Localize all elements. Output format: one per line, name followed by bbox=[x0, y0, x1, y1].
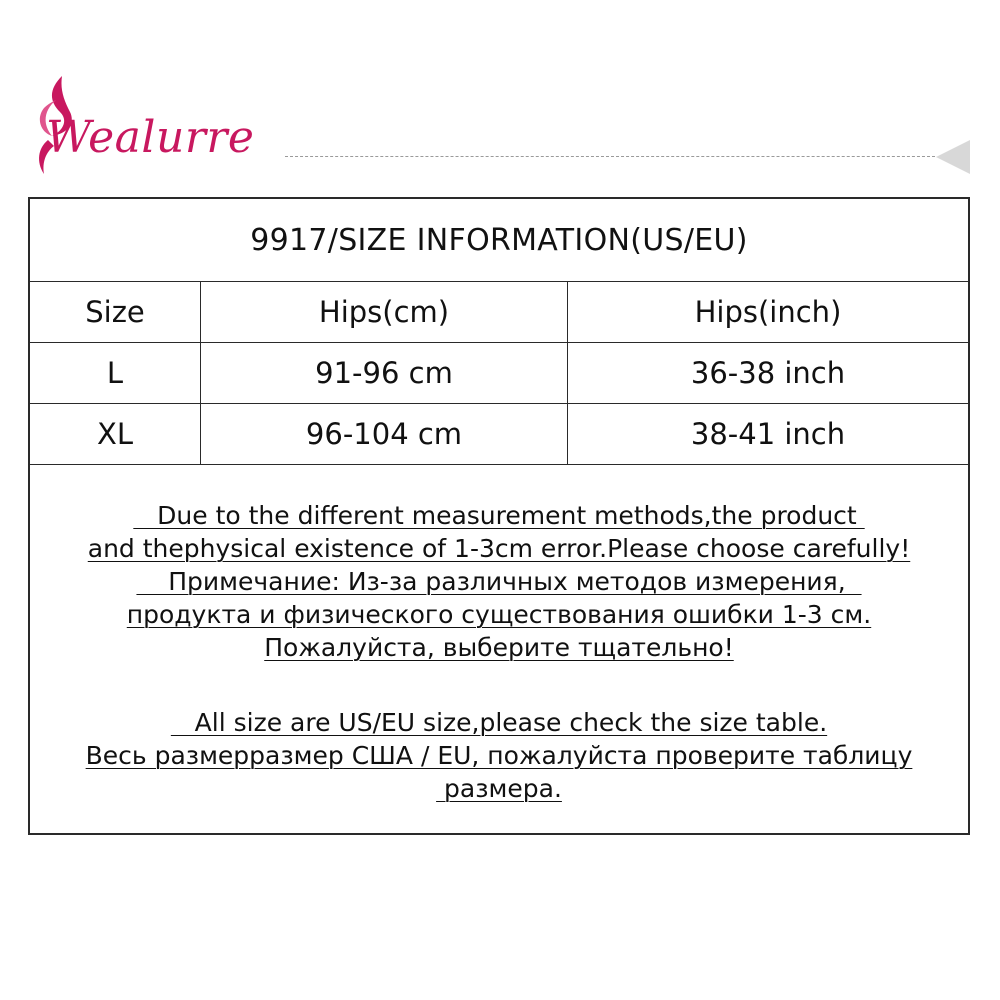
table-row bbox=[30, 404, 968, 465]
size-chart-title: 9917/SIZE INFORMATION(US/EU) bbox=[30, 199, 968, 282]
size-chart-frame bbox=[28, 197, 970, 835]
cell-size: XL bbox=[30, 404, 201, 465]
table-row bbox=[30, 343, 968, 404]
cell-hips-cm: 91-96 cm bbox=[201, 343, 568, 404]
header-size: Size bbox=[30, 282, 201, 343]
cell-hips-inch: 36-38 inch bbox=[568, 343, 969, 404]
cell-hips-cm: 96-104 cm bbox=[201, 404, 568, 465]
cell-hips-inch: 38-41 inch bbox=[568, 404, 969, 465]
cell-size: L bbox=[30, 343, 201, 404]
triangle-arrow-icon bbox=[934, 140, 970, 174]
note-line: размера. bbox=[436, 774, 562, 803]
note-line: Примечание: Из-за различных методов измерения, bbox=[136, 567, 862, 596]
header-hips-cm: Hips(cm) bbox=[201, 282, 568, 343]
note-line: продукта и физического существования ошибки 1-3 см. bbox=[126, 600, 872, 629]
size-table bbox=[30, 281, 968, 465]
header-hips-inch: Hips(inch) bbox=[568, 282, 969, 343]
note-line: Due to the different measurement methods,the product bbox=[133, 501, 865, 530]
size-notes bbox=[30, 499, 968, 805]
table-header-row bbox=[30, 282, 968, 343]
brand-logo-text: Wealurre bbox=[46, 112, 255, 163]
note-line: Пожалуйста, выберите тщательно! bbox=[264, 633, 734, 662]
note-line: All size are US/EU size,please check the size table. bbox=[170, 708, 828, 737]
note-line: and thephysical existence of 1-3cm error.Please choose carefully! bbox=[87, 534, 911, 563]
decorative-dashed-line bbox=[285, 156, 935, 157]
note-line: Весь размерразмер США / EU, пожалуйста проверите таблицу bbox=[85, 741, 913, 770]
